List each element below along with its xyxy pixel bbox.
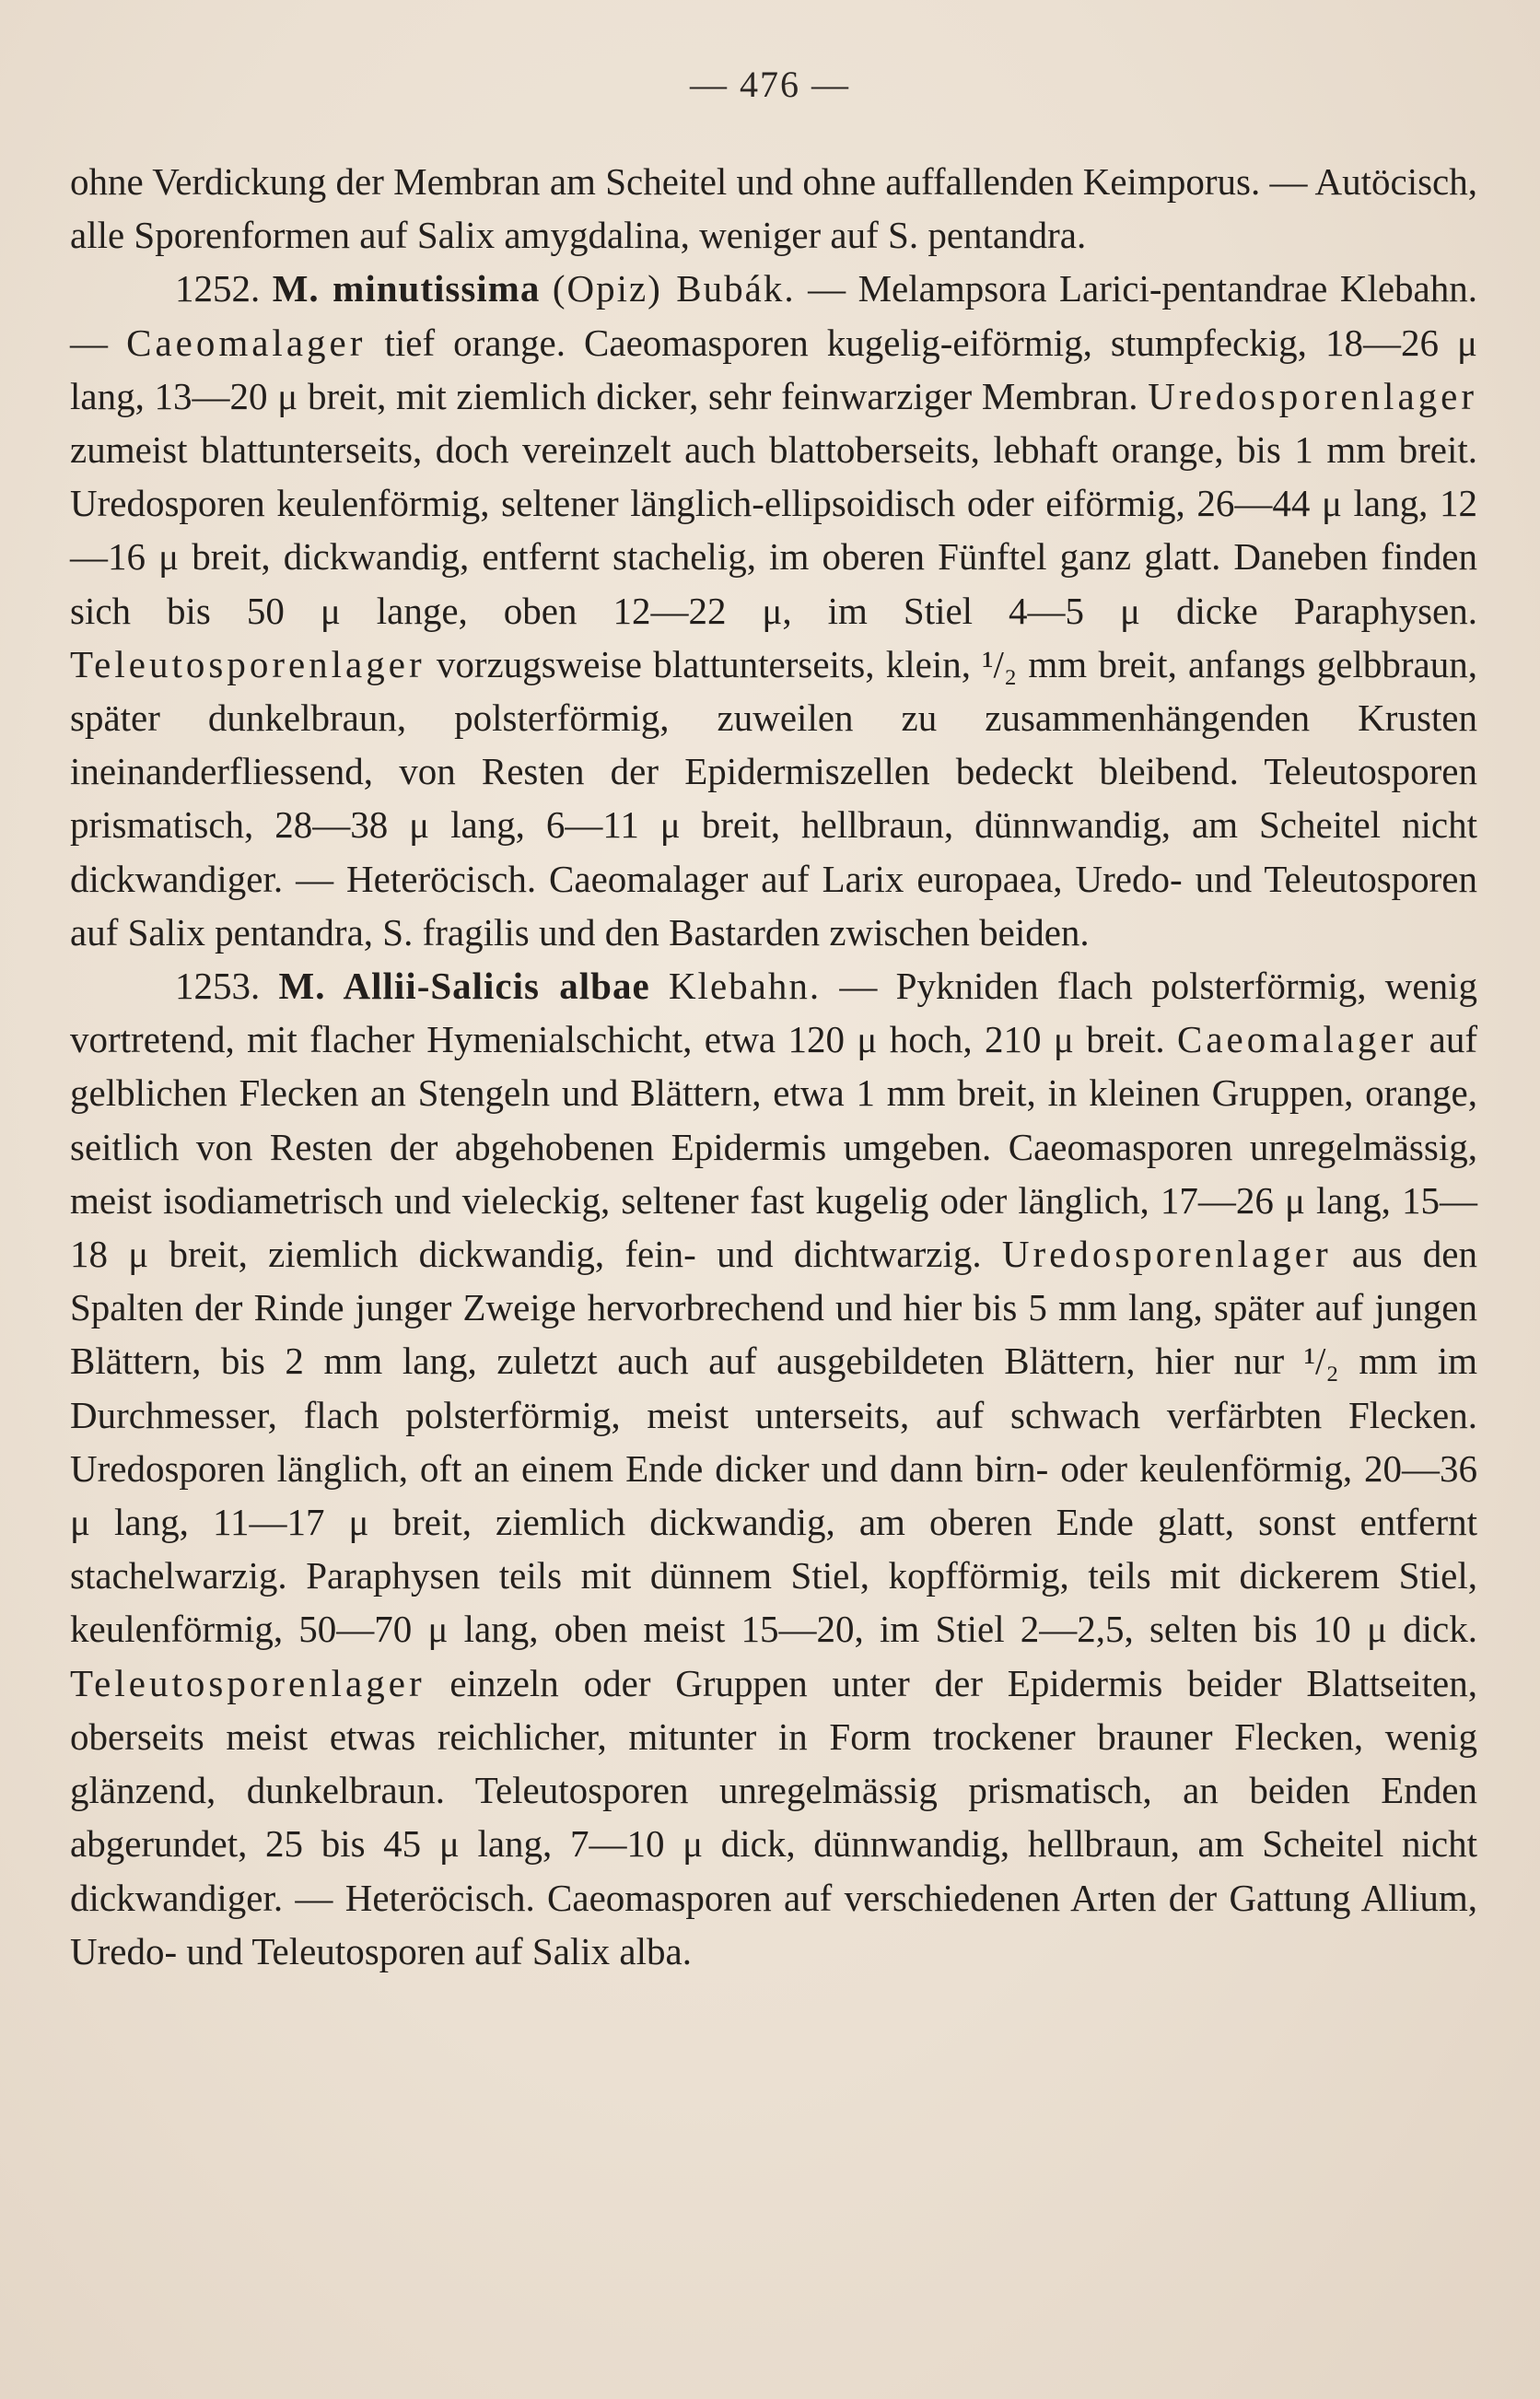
entry-text: auf gelblichen Flecken an Stengeln und Blättern, etwa 1 mm breit, in kleinen Gruppen, orange, seitlich von Resten der abgehobenen Epidermis umgeben. Caeomasporen unregelmässig, meist isodiametrisch und vieleckig, seltener fast kugelig oder länglich, 17—26 μ lang, 15—18 μ breit, ziemlich dickwandig, fein- und dichtwarzig. [70,1018,1477,1276]
term-spaced: Teleutosporenlager [70,1661,426,1704]
entry-number: 1252. [175,267,261,310]
text-column [70,155,1477,1978]
entry-text: vorzugsweise blattunterseits, klein, ¹/₂ mm breit, anfangs gelbbraun, später dunkelbraun, polsterförmig, zuweilen zu zusammenhängenden Krusten ineinanderfliessend, von Resten der Epidermiszellen bedeckt bleibend. Teleutosporen prismatisch, 28—38 μ lang, 6—11 μ breit, hellbraun, dünnwandig, am Scheitel nicht dickwandiger. — Heteröcisch. Caeomalager auf Larix europaea, Uredo- und Teleutosporen auf Salix pentandra, S. fragilis und den Bastarden zwischen beiden. [70,642,1477,954]
species-author: (Opiz) Bubák. [552,267,796,310]
page-number: — 476 — [690,64,850,105]
paragraph-intro: ohne Verdickung der Membran am Scheitel und ohne auffallenden Keimporus. — Autöcisch, alle Sporenformen auf Salix amygdalina, weniger auf S. pentandra. [70,160,1477,257]
paragraph-entry-1252 [70,262,1477,959]
term-spaced: Uredosporenlager [1001,1233,1332,1276]
term-spaced: Caeomalager [126,321,367,364]
entry-text: tief orange. Caeomasporen kugelig-eiförmig, stumpfeckig, 18—26 μ lang, 13—20 μ breit, mit ziemlich dicker, sehr feinwarziger Membran. [70,321,1478,417]
species-name: M. minutissima [272,267,541,310]
term-spaced: Caeomalager [1177,1018,1418,1061]
entry-number: 1253. [175,965,261,1008]
entry-text: zumeist blattunterseits, doch vereinzelt auch blattoberseits, lebhaft orange, bis 1 mm breit. Uredosporen keulenförmig, seltener länglich-ellipsoidisch oder eiförmig, 26—44 μ lang, 12—16 μ breit, dickwandig, entfernt stachelig, im oberen Fünftel ganz glatt. Daneben finden sich bis 50 μ lange, oben 12—22 μ, im Stiel 4—5 μ dicke Paraphysen. [70,428,1477,632]
species-author: Klebahn. [668,965,822,1008]
term-spaced: Uredosporenlager [1148,374,1477,417]
term-spaced: Teleutosporenlager [70,642,426,685]
entry-text: einzeln oder Gruppen unter der Epidermis beider Blattseiten, oberseits meist etwas reichlicher, mitunter in Form trockener brauner Flecken, wenig glänzend, dunkelbraun. Teleutosporen unregelmässig prismatisch, an beiden Enden abgerundet, 25 bis 45 μ lang, 7—10 μ dick, dünnwandig, hellbraun, am Scheitel nicht dickwandiger. — Heteröcisch. Caeomasporen auf verschiedenen Arten der Gattung Allium, Uredo- und Teleutosporen auf Salix alba. [70,1661,1477,1972]
paragraph-entry-1253 [70,959,1477,1978]
entry-text: — Pykniden flach polsterförmig, wenig vortretend, mit flacher Hymenialschicht, etwa 120 μ hoch, 210 μ breit. [70,965,1477,1061]
entry-text: — Melampsora Larici-pentandrae Klebahn. — [70,267,1477,364]
entry-text: aus den Spalten der Rinde junger Zweige hervorbrechend und hier bis 5 mm lang, später auf jungen Blättern, bis 2 mm lang, zuletzt auch auf ausgebildeten Blättern, hier nur ¹/₂ mm im Durchmesser, flach polsterförmig, meist unterseits, auf schwach verfärbten Flecken. Uredosporen länglich, oft an einem Ende dicker und dann birn- oder keulenförmig, 20—36 μ lang, 11—17 μ breit, ziemlich dickwandig, am oberen Ende glatt, sonst entfernt stachelwarzig. Paraphysen teils mit dünnem Stiel, kopfförmig, teils mit dickerem Stiel, keulenförmig, 50—70 μ lang, oben meist 15—20, im Stiel 2—2,5, selten bis 10 μ dick. [70,1233,1477,1651]
species-name: M. Allii-Salicis albae [278,965,650,1008]
